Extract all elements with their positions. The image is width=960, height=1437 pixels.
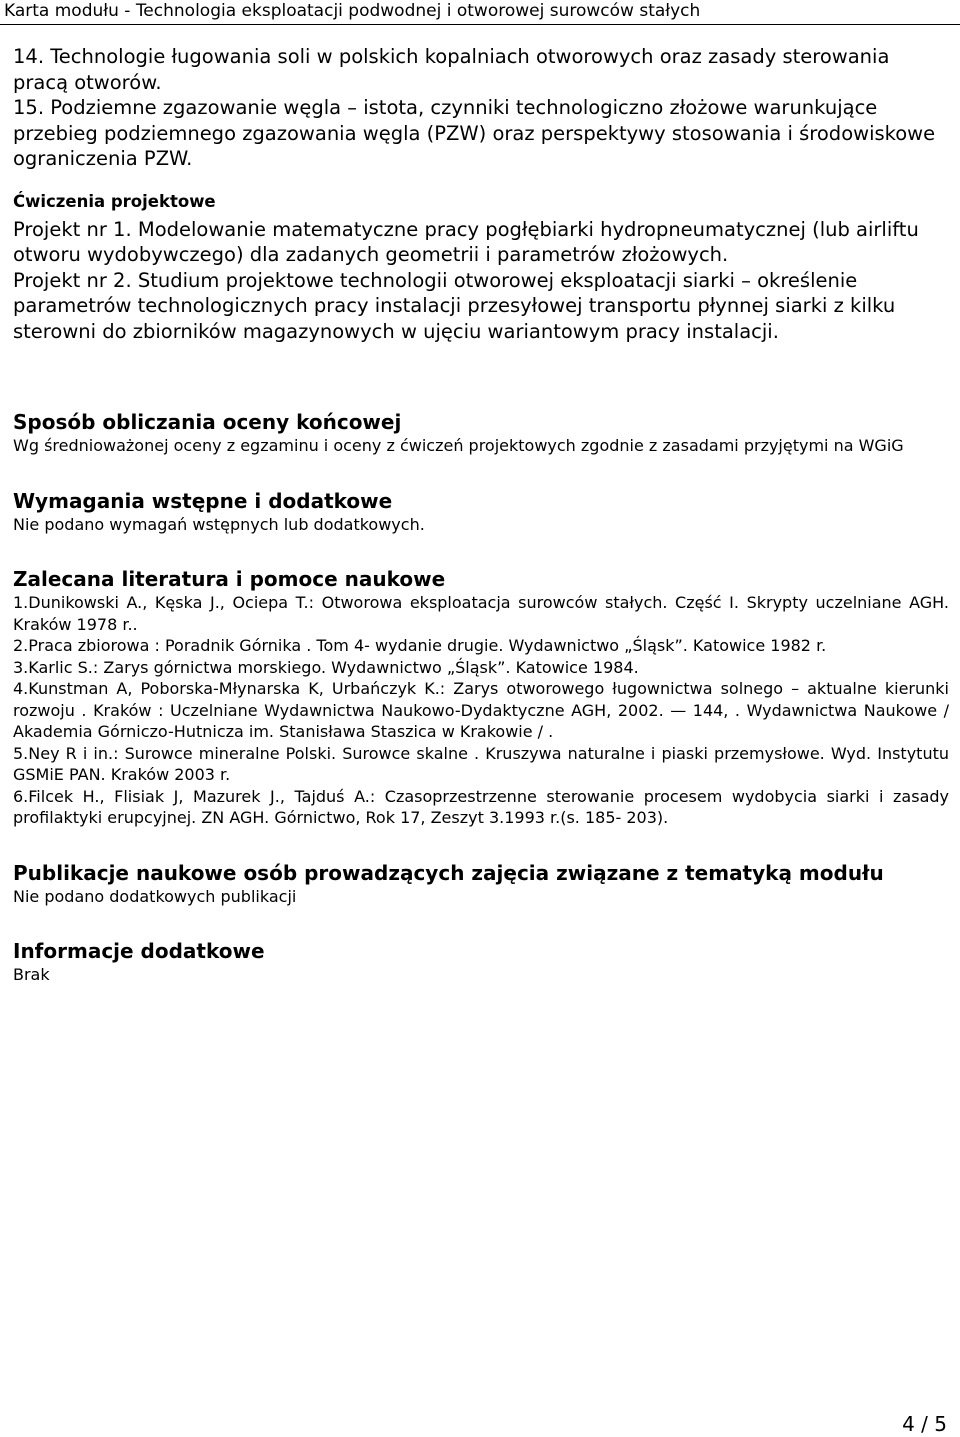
topic-item-14: 14. Technologie ługowania soli w polskich kopalniach otworowych oraz zasady sterowania pracą otworów. [13, 45, 890, 94]
literature-item: 6.Filcek H., Flisiak J, Mazurek J., Tajduś A.: Czasoprzestrzenne sterowanie procesem wydobycia siarki i zasady profilaktyki erupcyjnej. ZN AGH. Górnictwo, Rok 17, Zeszyt 3.1993 r.(s. 185- 203). [13, 786, 949, 827]
additional-info-heading: Informacje dodatkowe [13, 939, 265, 963]
requirements-text: Nie podano wymagań wstępnych lub dodatkowych. [13, 514, 425, 534]
document-title: Karta modułu - Technologia eksploatacji podwodnej i otworowej surowców stałych [4, 1, 701, 21]
page-content [13, 44, 949, 986]
literature-item: 2.Praca zbiorowa : Poradnik Górnika . Tom 4- wydanie drugie. Wydawnictwo „Śląsk”. Katowice 1982 r. [13, 636, 827, 655]
publications-text: Nie podano dodatkowych publikacji [13, 886, 297, 906]
projects-heading: Ćwiczenia projektowe [13, 191, 216, 211]
grading-heading: Sposób obliczania oceny końcowej [13, 410, 402, 434]
publications-heading: Publikacje naukowe osób prowadzących zajęcia związane z tematyką modułu [13, 860, 884, 885]
literature-list [13, 592, 949, 829]
additional-info-text: Brak [13, 965, 50, 984]
requirements-heading: Wymagania wstępne i dodatkowe [13, 488, 393, 513]
literature-item: 3.Karlic S.: Zarys górnictwa morskiego. Wydawnictwo „Śląsk”. Katowice 1984. [13, 657, 639, 677]
literature-heading: Zalecana literatura i pomoce naukowe [13, 567, 446, 591]
grading-text: Wg średnioważonej oceny z egzaminu i oceny z ćwiczeń projektowych zgodnie z zasadami przyjętymi na WGiG [13, 436, 904, 455]
project-2: Projekt nr 2. Studium projektowe technologii otworowej eksploatacji siarki – określenie parametrów technologicznych pracy instalacji przesyłowej transportu płynnej siarki z kilku sterowni do zbiorników magazynowych w ujęciu wariantowym pracy instalacji. [13, 268, 896, 343]
topic-item-15: 15. Podziemne zgazowanie węgla – istota, czynniki technologiczno złożowe warunkujące przebieg podziemnego zgazowania węgla (PZW) oraz perspektywy stosowania i środowiskowe ograniczenia PZW. [13, 96, 936, 170]
project-1: Projekt nr 1. Modelowanie matematyczne pracy pogłębiarki hydropneumatycznej (lub airliftu otworu wydobywczego) dla zadanych geometrii i parametrów złożowych. [13, 217, 919, 266]
literature-item: 5.Ney R i in.: Surowce mineralne Polski. Surowce skalne . Kruszywa naturalne i piaski przemysłowe. Wyd. Instytutu GSMiE PAN. Kraków 2003 r. [13, 743, 949, 784]
literature-item: 1.Dunikowski A., Kęska J., Ociepa T.: Otworowa eksploatacja surowców stałych. Część I. Skrypty uczelniane AGH. Kraków 1978 r.. [13, 593, 949, 634]
literature-item: 4.Kunstman A, Poborska-Młynarska K, Urbańczyk K.: Zarys otworowego ługownictwa solnego – aktualne kierunki rozwoju . Kraków : Uczelniane Wydawnictwa Naukowo-Dydaktyczne AGH, 2002. — 144, . Wydawnictwa Naukowe / Akademia Górniczo-Hutnicza im. Stanisława Staszica w Krakowie / . [13, 679, 949, 741]
page-header [0, 0, 960, 25]
page-number: 4 / 5 [902, 1412, 947, 1436]
